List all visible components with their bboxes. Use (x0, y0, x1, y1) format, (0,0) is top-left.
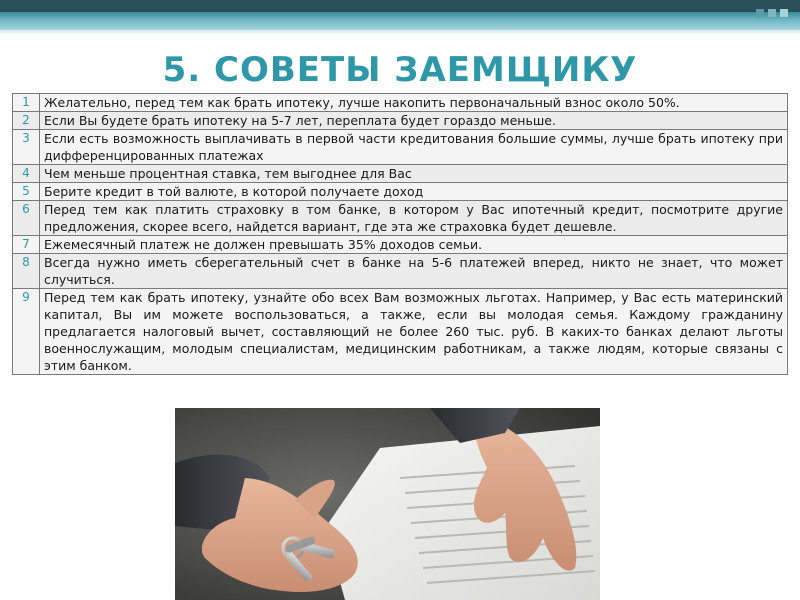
header-band-dark (0, 0, 800, 12)
row-number: 9 (13, 289, 40, 375)
table-row (13, 130, 788, 165)
row-text: Если есть возможность выплачивать в первой части кредитования большие суммы, лучше брать ипотеку при дифференцированных платежах (40, 130, 788, 165)
row-number: 5 (13, 183, 40, 201)
row-text: Если Вы будете брать ипотеку на 5-7 лет, переплата будет гораздо меньше. (40, 112, 788, 130)
row-number: 7 (13, 236, 40, 254)
row-text: Желательно, перед тем как брать ипотеку, лучше накопить первоначальный взнос около 50%. (40, 94, 788, 112)
table-row (13, 94, 788, 112)
tips-table (12, 93, 788, 375)
square-mid (768, 9, 776, 17)
row-text: Всегда нужно иметь сберегательный счет в банке на 5-6 платежей вперед, никто не знает, что может случиться. (40, 254, 788, 289)
header-band-fade (0, 30, 800, 35)
row-text: Перед тем как платить страховку в том банке, в котором у Вас ипотечный кредит, посмотрите другие предложения, скорее всего, найдется вариант, где эта же страховка будет дешевле. (40, 201, 788, 236)
square-dark (756, 9, 764, 17)
row-text: Берите кредит в той валюте, в которой получаете доход (40, 183, 788, 201)
slide-title: 5. СОВЕТЫ ЗАЕМЩИКУ (162, 50, 638, 90)
row-text: Перед тем как брать ипотеку, узнайте обо всех Вам возможных льготах. Например, у Вас есть материнский капитал, Вы им можете воспользоваться, а также, если вы молодая семья. Каждому гражданину предлагается налоговый вычет, составляющий не более 260 тыс. руб. В каких-то банках делают льготы военнослужащим, молодым специалистам, медицинским работникам, а также людям, которые связаны с этим банком. (40, 289, 788, 375)
table-row (13, 201, 788, 236)
row-number: 6 (13, 201, 40, 236)
table-row (13, 254, 788, 289)
row-text: Чем меньше процентная ставка, тем выгоднее для Вас (40, 165, 788, 183)
table-row (13, 183, 788, 201)
row-text: Ежемесячный платеж не должен превышать 35% доходов семьи. (40, 236, 788, 254)
table-row (13, 112, 788, 130)
photo-hands-keys (175, 408, 600, 600)
table-row (13, 236, 788, 254)
row-number: 2 (13, 112, 40, 130)
square-light (780, 9, 788, 17)
table-row (13, 165, 788, 183)
header-band-gradient (0, 12, 800, 30)
decorative-squares (756, 9, 788, 17)
row-number: 8 (13, 254, 40, 289)
table-row (13, 289, 788, 375)
row-number: 1 (13, 94, 40, 112)
row-number: 3 (13, 130, 40, 165)
row-number: 4 (13, 165, 40, 183)
